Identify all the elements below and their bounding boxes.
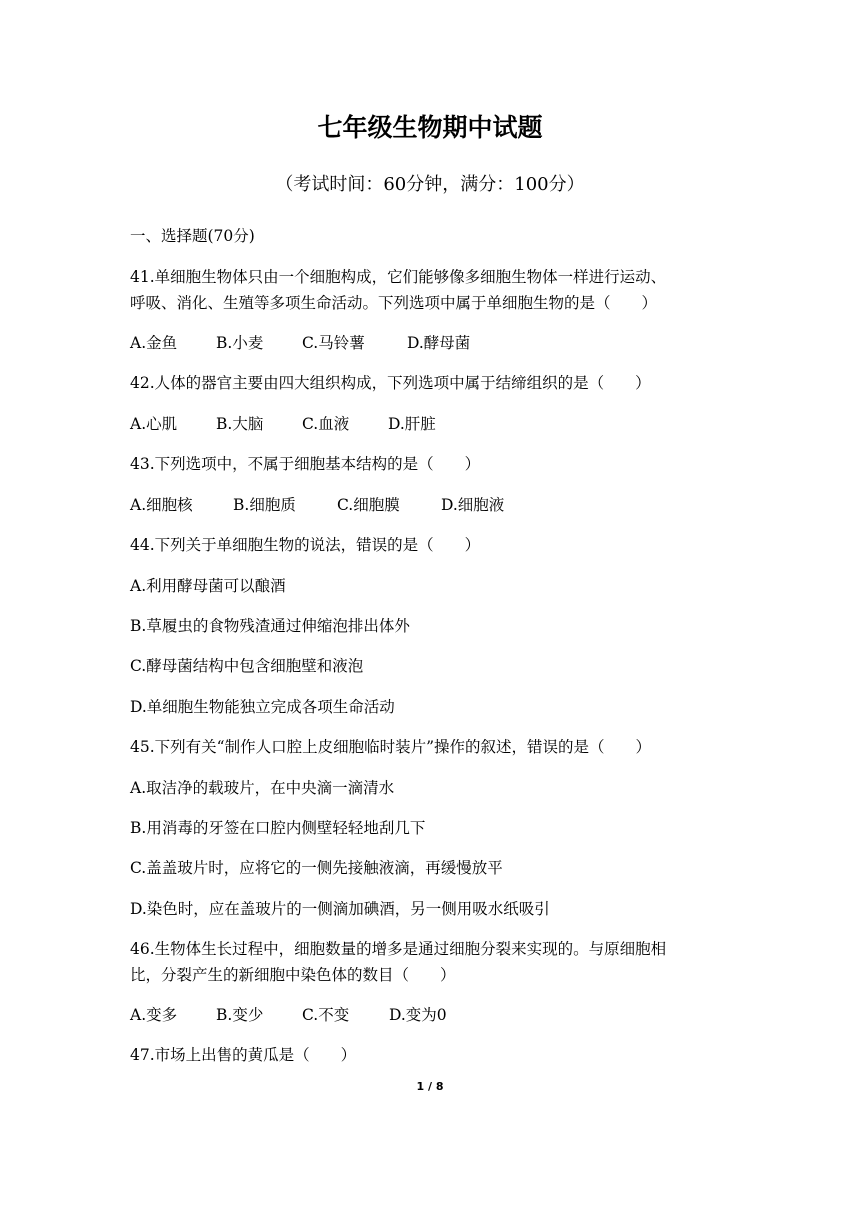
option-a: A.金鱼: [130, 334, 178, 352]
option-a: A.变多: [130, 1006, 178, 1024]
question-44-option-c: C.酵母菌结构中包含细胞壁和液泡: [130, 657, 364, 675]
option-b: B.大脑: [216, 415, 264, 433]
option-c: C.细胞膜: [337, 496, 400, 514]
question-45-option-b: B.用消毒的牙签在口腔内侧壁轻轻地刮几下: [130, 819, 426, 837]
question-46-line-1: 46.生物体生长过程中，细胞数量的增多是通过细胞分裂来实现的。与原细胞相: [130, 940, 667, 958]
page-title: 七年级生物期中试题: [317, 113, 543, 142]
exam-info: （考试时间：60分钟，满分：100分）: [275, 174, 585, 195]
question-44: 44.下列关于单细胞生物的说法，错误的是（ ）: [130, 536, 481, 554]
option-c: C.马铃薯: [302, 334, 365, 352]
question-45: 45.下列有关“制作人口腔上皮细胞临时装片”操作的叙述，错误的是（ ）: [130, 738, 652, 756]
option-b: B.细胞质: [233, 496, 296, 514]
question-43: 43.下列选项中，不属于细胞基本结构的是（ ）: [130, 455, 481, 473]
option-d: D.肝脏: [388, 415, 436, 433]
option-c: C.血液: [302, 415, 350, 433]
question-44-option-a: A.利用酵母菌可以酿酒: [130, 577, 286, 595]
question-45-option-c: C.盖盖玻片时，应将它的一侧先接触液滴，再缓慢放平: [130, 859, 503, 877]
option-a: A.细胞核: [130, 496, 193, 514]
option-d: D.变为0: [389, 1006, 447, 1024]
question-41-line-1: 41.单细胞生物体只由一个细胞构成，它们能够像多细胞生物体一样进行运动、: [130, 268, 667, 286]
question-42: 42.人体的器官主要由四大组织构成，下列选项中属于结缔组织的是（ ）: [130, 374, 651, 392]
question-41-options: [130, 332, 470, 354]
question-45-option-a: A.取洁净的载玻片，在中央滴一滴清水: [130, 779, 395, 797]
section-heading: 一、选择题(70分): [130, 227, 255, 245]
question-42-options: [130, 413, 436, 435]
option-a: A.心肌: [130, 415, 178, 433]
option-b: B.变少: [216, 1006, 264, 1024]
question-41-line-2: 呼吸、消化、生殖等多项生命活动。下列选项中属于单细胞生物的是（ ）: [130, 294, 658, 312]
question-46-options: [130, 1004, 447, 1026]
question-44-option-b: B.草履虫的食物残渣通过伸缩泡排出体外: [130, 617, 410, 635]
option-b: B.小麦: [216, 334, 264, 352]
option-d: D.细胞液: [441, 496, 505, 514]
question-47: 47.市场上出售的黄瓜是（ ）: [130, 1046, 357, 1064]
page-number: 1 / 8: [416, 1080, 444, 1093]
question-44-option-d: D.单细胞生物能独立完成各项生命活动: [130, 698, 395, 716]
question-43-options: [130, 494, 504, 516]
question-46-line-2: 比，分裂产生的新细胞中染色体的数目（ ）: [130, 966, 456, 984]
question-45-option-d: D.染色时，应在盖玻片的一侧滴加碘酒，另一侧用吸水纸吸引: [130, 900, 550, 918]
option-c: C.不变: [302, 1006, 350, 1024]
option-d: D.酵母菌: [407, 334, 471, 352]
